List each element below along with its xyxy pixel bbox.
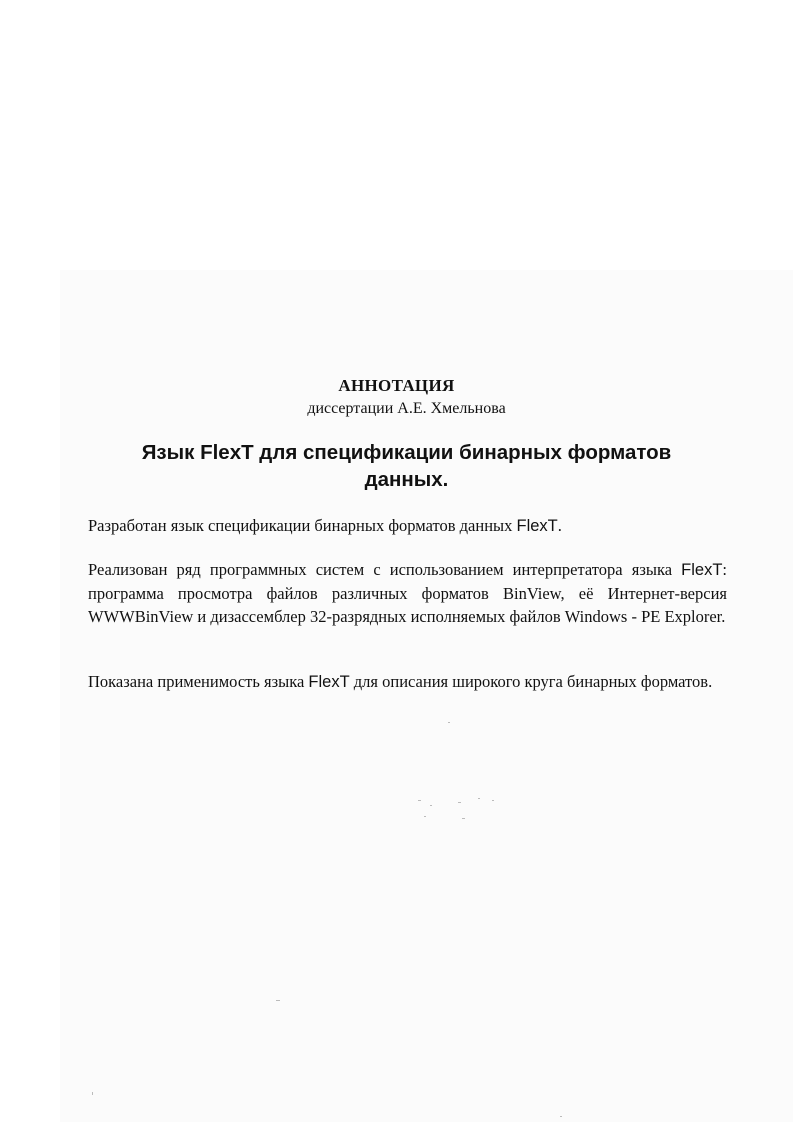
scan-speck — [478, 798, 480, 799]
title-line-1: Язык FlexT для спецификации бинарных форматов — [141, 441, 672, 464]
document-title — [120, 439, 693, 493]
scan-speck — [430, 805, 432, 806]
annotation-subheading: диссертации А.Е. Хмельнова — [307, 400, 506, 417]
paragraph-1-term: FlexT — [516, 517, 558, 535]
paragraph-3-text-before: Показана применимость языка — [88, 672, 309, 691]
scan-speck — [92, 1092, 93, 1095]
paragraph-2 — [88, 558, 727, 628]
scan-speck — [462, 818, 465, 819]
title-line-2: данных. — [364, 468, 449, 491]
paragraph-2-text-before: Реализован ряд программных систем с использованием интерпретатора языка — [88, 560, 682, 579]
paragraph-3 — [88, 670, 727, 694]
paragraph-2-text-after: : программа просмотра файлов различных форматов BinView, её Интернет-версия WWWBinView и дизассемблер 32-разрядных исполняемых файлов Windows - PE Explorer. — [88, 560, 727, 626]
scan-speck — [492, 800, 494, 801]
paragraph-2-term: FlexT — [681, 561, 723, 579]
paragraph-3-term: FlexT — [308, 673, 350, 691]
scan-speck — [560, 1116, 562, 1117]
paragraph-3-text-after: для описания широкого круга бинарных форматов. — [349, 672, 713, 691]
paragraph-1-text-after: . — [557, 516, 562, 535]
scan-speck — [276, 1000, 280, 1001]
scan-speck — [448, 722, 450, 723]
scan-speck — [458, 802, 461, 803]
scan-background — [60, 270, 793, 1122]
paragraph-1-text-before: Разработан язык спецификации бинарных форматов данных — [88, 516, 517, 535]
paragraph-1 — [88, 514, 727, 538]
annotation-heading: АННОТАЦИЯ — [338, 376, 455, 395]
scan-speck — [418, 800, 421, 801]
scan-speck — [424, 816, 426, 817]
